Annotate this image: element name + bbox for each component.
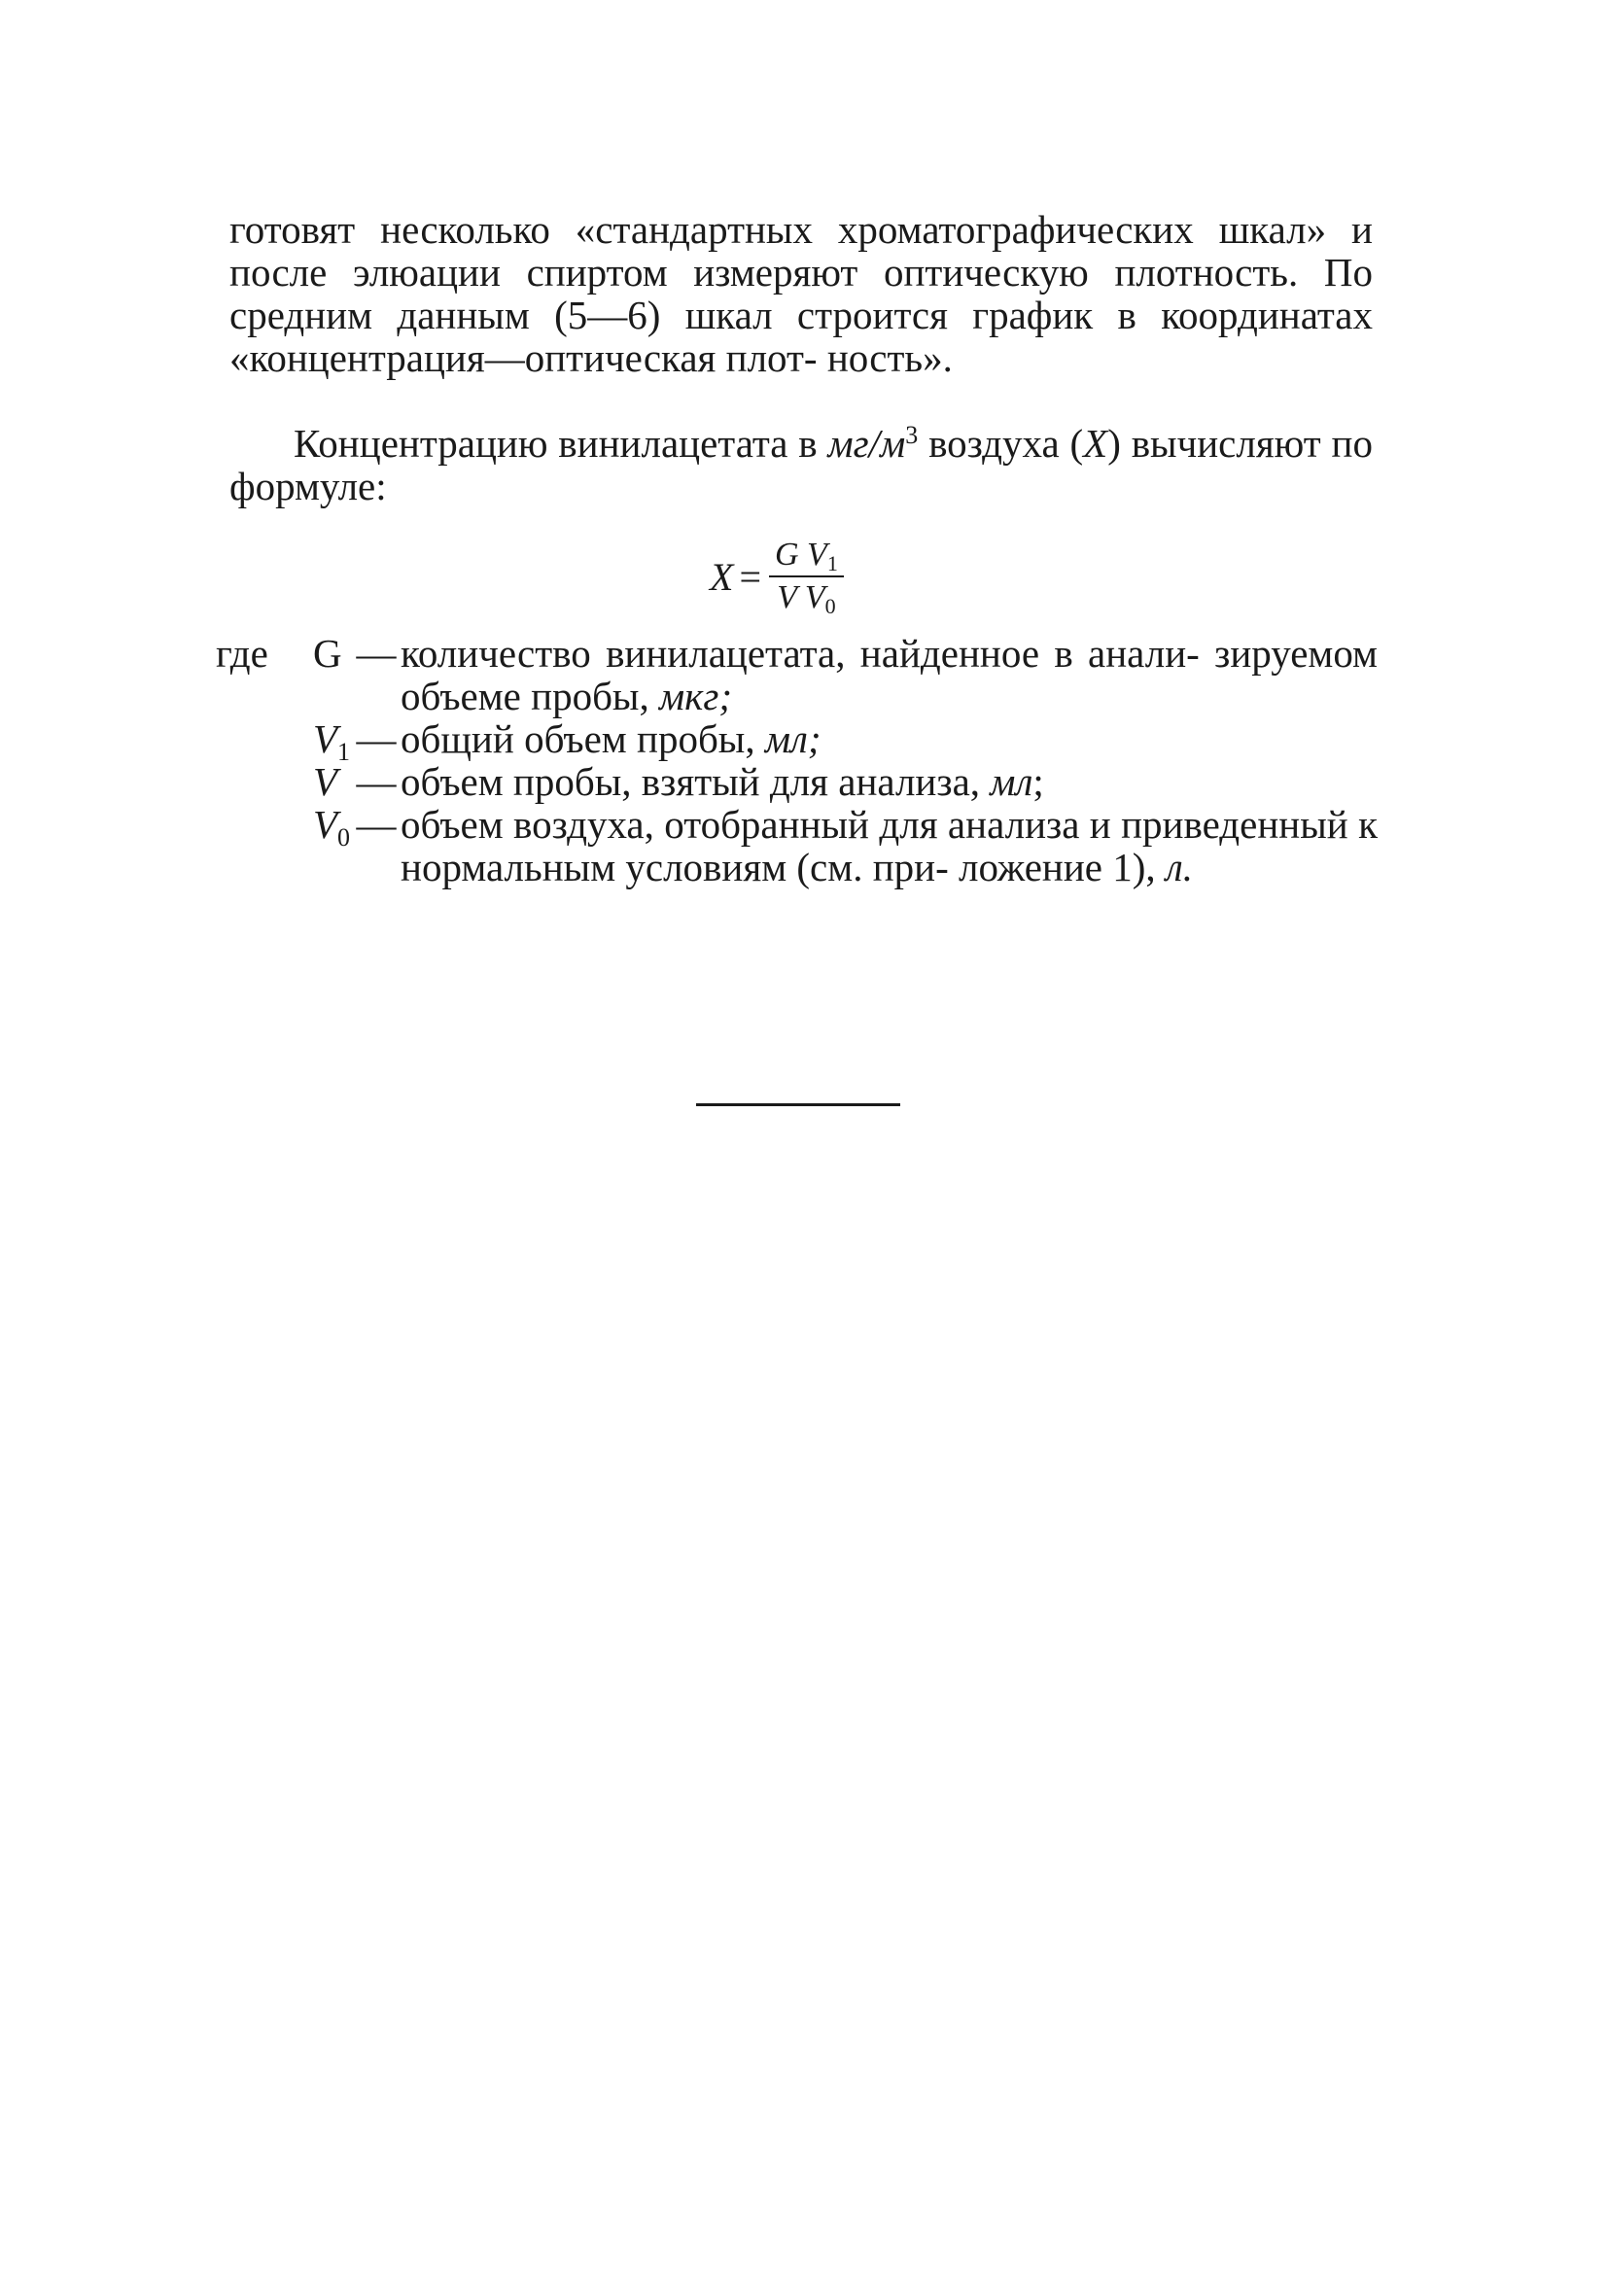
formula-lead-var: X: [1083, 421, 1108, 466]
definitions-list: [216, 632, 1378, 888]
definition-unit: л.: [1165, 845, 1194, 889]
formula-numerator-text: G V: [775, 537, 827, 573]
definition-row-v0: [216, 803, 1378, 888]
formula-numerator: [767, 537, 846, 575]
definition-row-v1: [216, 716, 1378, 766]
definition-symbol-sub: 1: [337, 738, 351, 766]
definition-symbol: [313, 802, 352, 852]
section-end-rule: [696, 1103, 900, 1106]
definition-symbol: [313, 760, 352, 803]
formula-lead-units-sup: 3: [905, 421, 919, 449]
formula: [710, 533, 846, 620]
definition-dash: —: [356, 759, 397, 804]
definition-symbol-text: V: [313, 802, 338, 847]
definition-unit: мл;: [764, 716, 821, 761]
definition-row-v: [216, 760, 1378, 803]
definition-symbol-text: V: [313, 716, 338, 761]
formula-lead-paragraph: [229, 422, 1373, 507]
formula-denominator-sub: 0: [824, 594, 836, 618]
definition-symbol-text: G: [313, 631, 342, 676]
definition-dash: —: [356, 802, 397, 847]
formula-denominator-text: V V: [777, 579, 825, 615]
definition-text: [401, 717, 1378, 760]
formula-lead-middle: воздуха (: [918, 421, 1084, 466]
definition-unit: мл: [990, 759, 1033, 804]
formula-fraction: [767, 537, 846, 616]
definition-tail: ;: [1032, 759, 1044, 804]
definition-symbol: [313, 716, 352, 766]
formula-lhs: X: [710, 554, 734, 599]
formula-lead-before: Концентрацию винилацетата в: [294, 421, 828, 466]
definition-text-body: количество винилацетата, найденное в анали- зируемом объеме пробы,: [401, 631, 1378, 718]
definition-text: [401, 803, 1378, 888]
definition-text: [401, 760, 1378, 803]
definition-text-body: объем пробы, взятый для анализа,: [401, 759, 991, 804]
definition-lead: где: [216, 631, 268, 676]
definition-text: [401, 632, 1378, 717]
definition-unit: мкг;: [658, 674, 732, 718]
definition-symbol-text: V: [313, 759, 338, 804]
formula-equals: =: [739, 554, 761, 599]
definition-row-g: [216, 632, 1378, 717]
intro-paragraph-text: готовят несколько «стандартных хроматографических шкал» и после элюации спиртом измеряют оптическую плотность. По средним данным (5—6) шкал строится график в координатах «концентрация—оптическая плот- ность».: [229, 207, 1373, 380]
definition-text-body: объем воздуха, отобранный для анализа и приведенный к нормальным условиям (см. при- ложение 1),: [401, 802, 1378, 889]
definition-symbol: [313, 632, 352, 675]
intro-paragraph: [229, 208, 1373, 379]
formula-denominator: [769, 575, 843, 616]
definition-text-body: общий объем пробы,: [401, 716, 765, 761]
definition-dash: —: [356, 631, 397, 676]
definition-symbol-sub: 0: [337, 823, 351, 852]
formula-lead-units: мг/м: [827, 421, 906, 466]
formula-numerator-sub: 1: [826, 551, 838, 575]
formula-lead-after: ) вычисляют по формуле:: [229, 421, 1373, 508]
definition-dash: —: [356, 716, 397, 761]
